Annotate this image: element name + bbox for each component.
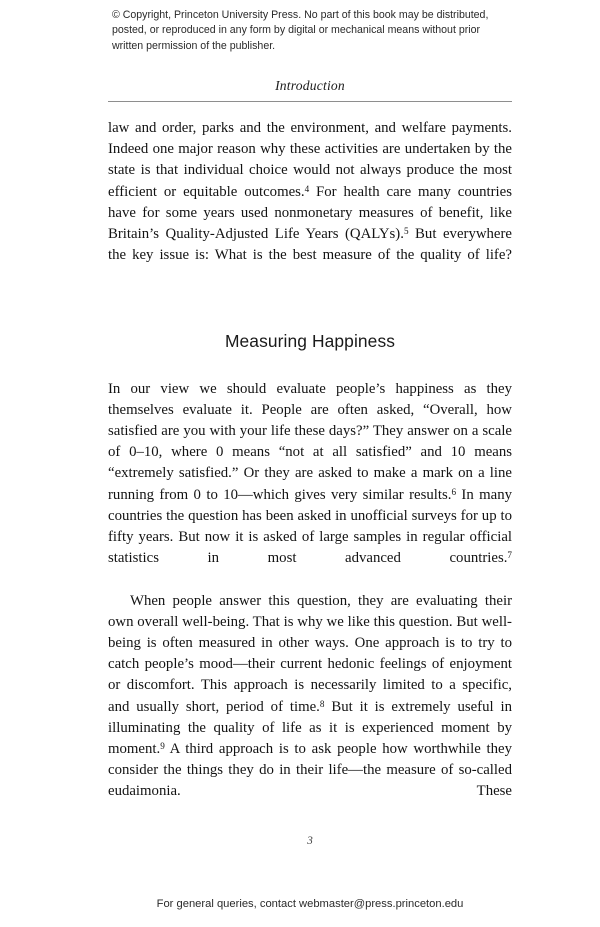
paragraph-3-segment-3: A third approach is to ask people how worthwhile they consider the things they do in their life—the measure of so-called eudaimonia. These xyxy=(108,741,512,800)
paragraph-1-segment-2: For health care many countries have for some years used nonmonetary measures of benefit, like Britain’s Quality-Adjusted Life Years (QALYs). xyxy=(108,183,512,243)
footer-queries-text: For general queries, contact webmaster@press.princeton.edu xyxy=(156,898,464,910)
heading-space-above xyxy=(108,288,512,331)
paragraph-2-segment-1: In our view we should evaluate people’s happiness as they themselves evaluate it. People are often asked, “Overall, how satisfied are you with your life these days?” They answer on a scale of 0–10, where 0 means “not at all satisfied” and 10 means “extremely satisfied.” Or they are asked to make a mark on a line running from 0 to 10—which gives very similar results. xyxy=(108,380,512,503)
footnote-marker-6: 6 xyxy=(451,486,457,497)
page-number: 3 xyxy=(307,835,313,847)
paragraph-1-segment-1: law and order, parks and the environment, and welfare payments. Indeed one major reason why these activities are undertaken by the state is that individual choice would not always produce the most efficient or equitable outcomes. xyxy=(108,120,512,200)
footnote-marker-9: 9 xyxy=(160,740,165,751)
text-column xyxy=(108,118,512,824)
footnote-marker-8: 8 xyxy=(319,698,325,709)
footnote-marker-4: 4 xyxy=(304,183,310,194)
paragraph-3-segment-2: But it is extremely useful in illuminating the quality of life as it is experienced moment by moment. xyxy=(108,698,512,758)
paragraph-3 xyxy=(108,591,512,824)
paragraph-1 xyxy=(108,118,512,288)
paragraph-1-segment-3: But everywhere the key issue is: What is the best measure of the quality of life? xyxy=(108,226,512,264)
paragraph-2-segment-2: In many countries the question has been asked in unofficial surveys for up to fifty years. But now it is asked of large samples in regular official statistics in most advanced countries. xyxy=(108,486,512,567)
heading-space-below xyxy=(108,352,512,379)
footnote-marker-5: 5 xyxy=(403,225,409,236)
paragraph-2 xyxy=(108,379,512,591)
copyright-notice: © Copyright, Princeton University Press. No part of this book may be distributed, posted, or reproduced in any form by digital or mechanical means without prior written permission of the publisher. xyxy=(112,9,489,52)
running-head-title: Introduction xyxy=(275,78,345,93)
running-head-rule xyxy=(108,101,512,102)
paragraph-3-segment-1: When people answer this question, they are evaluating their own overall well-being. That is why we like this question. But well-being is often measured in other ways. One approach is to try to catch people’s mood—their current hedonic feelings of enjoyment or discomfort. This approach is necessarily limited to a specific, and usually short, period of time. xyxy=(108,592,512,715)
footnote-marker-7: 7 xyxy=(507,550,512,561)
section-heading: Measuring Happiness xyxy=(224,330,396,351)
